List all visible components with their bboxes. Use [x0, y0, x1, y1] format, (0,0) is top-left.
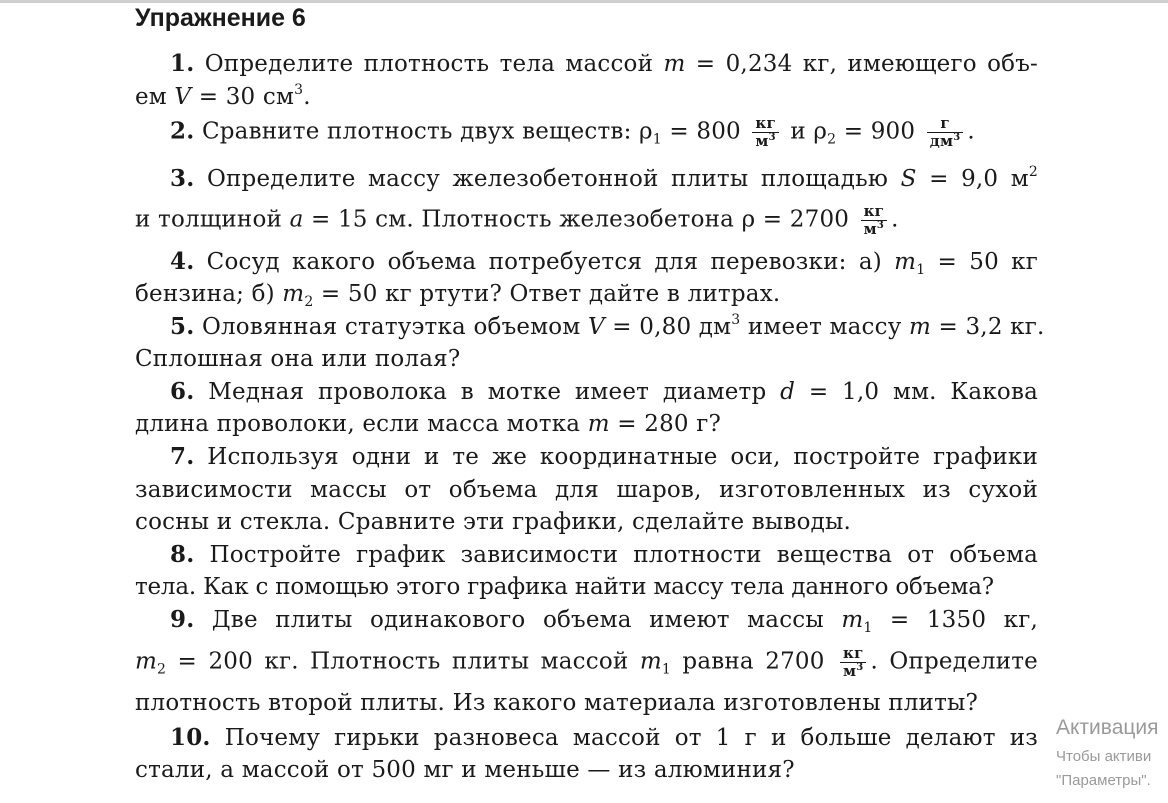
- problem-8-line-1: [170, 540, 1038, 570]
- text: м: [843, 662, 857, 680]
- text: = 0,234 кг, имеющего объ-: [685, 51, 1038, 77]
- numerator: кг: [861, 203, 887, 221]
- text: .: [967, 118, 975, 145]
- denominator: [752, 133, 778, 150]
- problem-number: 4.: [170, 248, 195, 275]
- superscript: 3: [294, 82, 304, 98]
- problem-10-line-2: стали, а массой от 500 мг и меньше — из алюминия?: [135, 757, 795, 783]
- text: = 50 кг: [925, 249, 1039, 275]
- problem-number: 9.: [170, 606, 195, 633]
- var-a: a: [289, 206, 304, 233]
- var-m: m: [282, 281, 305, 307]
- problem-8-line-2: тела. Как с помощью этого графика найти массу тела данного объема?: [135, 574, 994, 600]
- subscript: 2: [304, 294, 314, 310]
- problem-4-line-1: [170, 247, 1038, 277]
- numerator: г: [927, 115, 964, 133]
- text: Определите массу железобетонной плиты площадью: [206, 166, 901, 192]
- problem-9-line-2: [135, 644, 1038, 680]
- text: и ρ: [790, 118, 828, 145]
- superscript: 3: [731, 312, 741, 328]
- activation-watermark-line-3: "Параметры".: [1056, 772, 1151, 789]
- problem-5-line-2: Сплошная она или полая?: [135, 346, 461, 372]
- activation-watermark-line-2: Чтобы активи: [1056, 748, 1152, 765]
- superscript: 3: [856, 662, 864, 673]
- text: = 280 г?: [609, 411, 722, 437]
- denominator: [927, 133, 964, 150]
- var-V: V: [587, 314, 605, 340]
- numerator: кг: [840, 645, 866, 663]
- var-m: m: [663, 51, 686, 77]
- problem-number: 6.: [170, 378, 195, 405]
- denominator: [861, 221, 887, 238]
- text: .: [303, 84, 311, 110]
- text: = 1,0 мм. Какова: [795, 379, 1039, 405]
- var-S: S: [900, 166, 917, 192]
- subscript: 2: [157, 661, 167, 678]
- subscript: 1: [661, 661, 671, 678]
- text: длина проволоки, если масса мотка: [135, 411, 588, 437]
- fraction-kg-m3: [752, 115, 778, 150]
- superscript: 3: [953, 132, 961, 143]
- text: = 800: [661, 118, 741, 145]
- text: = 50 кг ртути? Ответ дайте в литрах.: [313, 281, 781, 307]
- var-m: m: [908, 314, 931, 340]
- subscript: 1: [652, 131, 662, 148]
- superscript: 2: [1028, 164, 1038, 180]
- problem-7-line-3: сосны и стекла. Сравните эти графики, сделайте выводы.: [135, 509, 851, 535]
- var-m: m: [841, 607, 864, 633]
- problem-2-line-1: [170, 114, 1038, 150]
- text: . Определите: [870, 648, 1038, 675]
- text: Используя одни и те же координатные оси, постройте графики: [207, 444, 1038, 470]
- var-m: m: [135, 648, 158, 675]
- text: Определите плотность тела массой: [204, 51, 664, 77]
- numerator: кг: [752, 115, 778, 133]
- text: имеет массу: [740, 314, 909, 340]
- text: = 0,80 дм: [604, 314, 732, 340]
- var-V: V: [174, 84, 192, 110]
- problem-3-line-1: [170, 164, 1038, 194]
- page-title: Упражнение 6: [135, 4, 306, 32]
- problem-number: 7.: [170, 443, 195, 470]
- text: .: [891, 206, 899, 233]
- problem-number: 2.: [170, 117, 195, 145]
- fraction-g-dm3: [927, 115, 964, 150]
- var-d: d: [780, 379, 796, 405]
- subscript: 1: [916, 262, 926, 278]
- text: = 15 см. Плотность железобетона ρ = 2700: [303, 206, 850, 233]
- problem-7-line-2: зависимости массы от объема для шаров, изготовленных из сухой: [135, 477, 1038, 503]
- problem-9-line-3: плотность второй плиты. Из какого материала изготовлены плиты?: [135, 690, 979, 716]
- text: Две плиты одинакового объема имеют массы: [211, 607, 842, 633]
- text: дм: [929, 132, 954, 150]
- superscript: 3: [876, 220, 885, 231]
- text: = 3,2 кг.: [930, 314, 1045, 340]
- problem-6-line-1: [170, 377, 1038, 407]
- var-m: m: [639, 648, 662, 675]
- text: м: [755, 132, 769, 150]
- text: м: [863, 220, 877, 238]
- problem-7-line-1: [170, 442, 1038, 472]
- text: и толщиной: [135, 206, 290, 233]
- problem-number: 1.: [170, 50, 195, 77]
- text: Сравните плотность двух веществ: ρ: [201, 118, 653, 145]
- text: бензина; б): [135, 281, 283, 307]
- problem-1-line-1: [170, 49, 1038, 79]
- problem-6-line-2: [135, 409, 1038, 439]
- text: = 1350 кг,: [872, 607, 1038, 633]
- problem-10-line-1: [170, 723, 1038, 753]
- activation-watermark-title: Активация: [1056, 716, 1159, 739]
- text: = 900: [836, 118, 916, 145]
- text: Постройте график зависимости плотности вещества от объема: [209, 542, 1039, 568]
- top-border: [0, 0, 1168, 3]
- text: ем: [135, 84, 175, 110]
- subscript: 2: [827, 131, 837, 148]
- text: Медная проволока в мотке имеет диаметр: [208, 379, 781, 405]
- problem-4-line-2: [135, 279, 1038, 309]
- text: = 9,0 м: [916, 166, 1029, 192]
- problem-9-line-1: [170, 605, 1038, 635]
- text: = 30 см: [191, 84, 295, 110]
- problem-number: 5.: [170, 313, 195, 340]
- problem-1-line-2: [135, 82, 1038, 112]
- problem-3-line-2: [135, 202, 1038, 238]
- text: Оловянная статуэтка объемом: [201, 314, 588, 340]
- subscript: 1: [863, 620, 873, 636]
- denominator: [840, 663, 866, 680]
- text: = 200 кг. Плотность плиты массой: [166, 648, 640, 675]
- var-m: m: [894, 249, 917, 275]
- fraction-kg-m3: [840, 645, 866, 680]
- problem-number: 10.: [170, 724, 211, 751]
- problem-number: 3.: [170, 165, 195, 192]
- text: Сосуд какого объема потребуется для перевозки: а): [206, 249, 895, 275]
- text: равна 2700: [670, 648, 825, 675]
- var-m: m: [587, 411, 610, 437]
- fraction-kg-m3: [861, 203, 887, 238]
- problem-number: 8.: [170, 541, 195, 568]
- text: Почему гирьки разновеса массой от 1 г и больше делают из: [224, 725, 1039, 751]
- problem-5-line-1: [170, 312, 1045, 342]
- superscript: 3: [768, 132, 776, 143]
